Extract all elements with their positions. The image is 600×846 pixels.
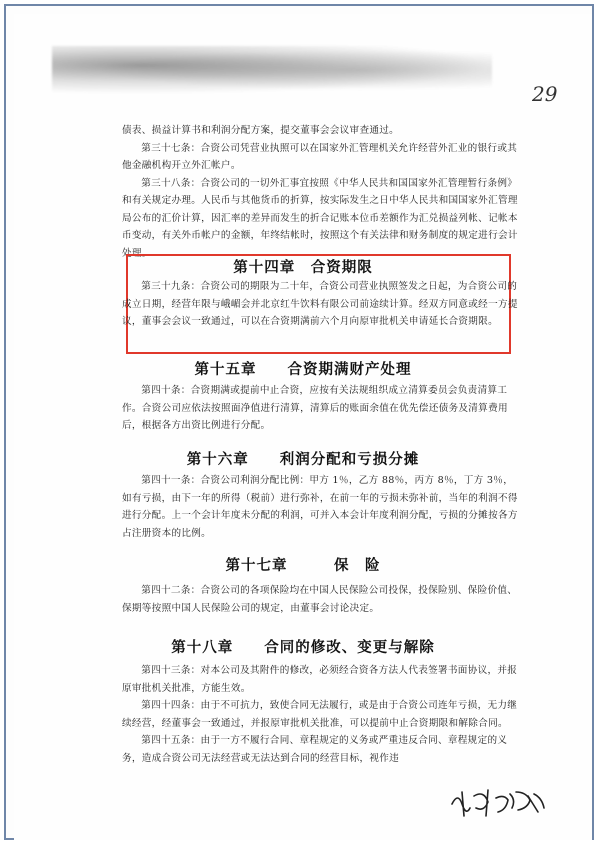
scan-smudge [52,46,492,94]
body-block-5 [122,582,522,617]
document-frame [4,4,594,840]
article-38: 第三十八条：合资公司的一切外汇事宜按照《中华人民共和国国家外汇管理暂行条例》和有关规定办理。人民币与其他货币的折算，按实际发生之日中华人民共和国国家外汇管理局公布的汇价计算，因汇率的差异而发生的折合记账本位币差额作为汇兑损益列帐、记帐本币变动，有关外币帐户的金额，年终结帐时，按照这个有关法律和财务制度的规定进行会计处理。 [122,177,518,259]
article-40: 第四十条：合资期满或提前中止合资，应按有关法规组织成立清算委员会负责清算工作。合资公司应依法按照面净值进行清算，清算后的账面余值在优先偿还债务及清算费用后，根据各方出资比例进行分配。 [122,385,508,431]
article-44: 第四十四条：由于不可抗力，致使合同无法履行，或是由于合资公司连年亏损，无力继续经营，经董事会一致通过，并报原审批机关批准，可以提前中止合资期限和解除合同。 [122,700,518,729]
chapter-17-title: 第十七章 保 险 [225,557,381,574]
body-block-2 [122,278,522,331]
chapter-15-title: 第十五章 合资期满财产处理 [194,361,412,378]
page-number: 29 [532,82,558,106]
article-41: 第四十一条：合资公司利润分配比例：甲方 1％，乙方 88％，丙方 8％，丁方 3％，如有亏损，由下一年的所得（税前）进行弥补，在前一年的亏损未弥补前，当年的利润不得进行分配。上一个会计年度未分配的利润，可并入本会计年度利润分配，亏损的分摊按各方占注册资本的比例。 [122,475,518,539]
article-37: 第三十七条：合资公司凭营业执照可以在国家外汇管理机关允许经营外汇业的银行或其他金融机构开立外汇帐户。 [122,142,518,171]
body-block-3 [122,382,522,435]
article-43: 第四十三条：对本公司及其附件的修改，必须经合资各方法人代表签署书面协议，并报原审批机关批准，方能生效。 [122,665,518,694]
paragraph-top: 债表、损益计算书和利润分配方案，提交董事会会议审查通过。 [122,125,400,136]
chapter-14-title: 第十四章 合资期限 [233,259,373,276]
handwritten-signature [444,782,554,822]
article-45: 第四十五条：由于一方不履行合同、章程规定的义务或严重违反合同、章程规定的义务，造成合资公司无法经营或无法达到合同的经营目标，视作违 [122,735,508,764]
body-block-6 [122,662,522,767]
article-39: 第三十九条：合资公司的期限为二十年，合资公司营业执照签发之日起，为合资公司的成立日期，经营年限与峨嵋会并北京红牛饮料有限公司前途续计算。经双方同意或经一方提议，董事会会议一致通过，可以在合资期满前六个月向原审批机关申请延长合资期限。 [122,281,518,327]
body-block-4 [122,472,522,542]
chapter-18-title: 第十八章 合同的修改、变更与解除 [171,639,435,656]
body-block-1 [122,122,522,262]
scanned-page [14,14,592,840]
article-42: 第四十二条：合资公司的各项保险均在中国人民保险公司投保，投保险别、保险价值、保期等按照中国人民保险公司的规定，由董事会讨论决定。 [122,585,518,614]
chapter-16-title: 第十六章 利润分配和亏损分摊 [186,451,420,468]
